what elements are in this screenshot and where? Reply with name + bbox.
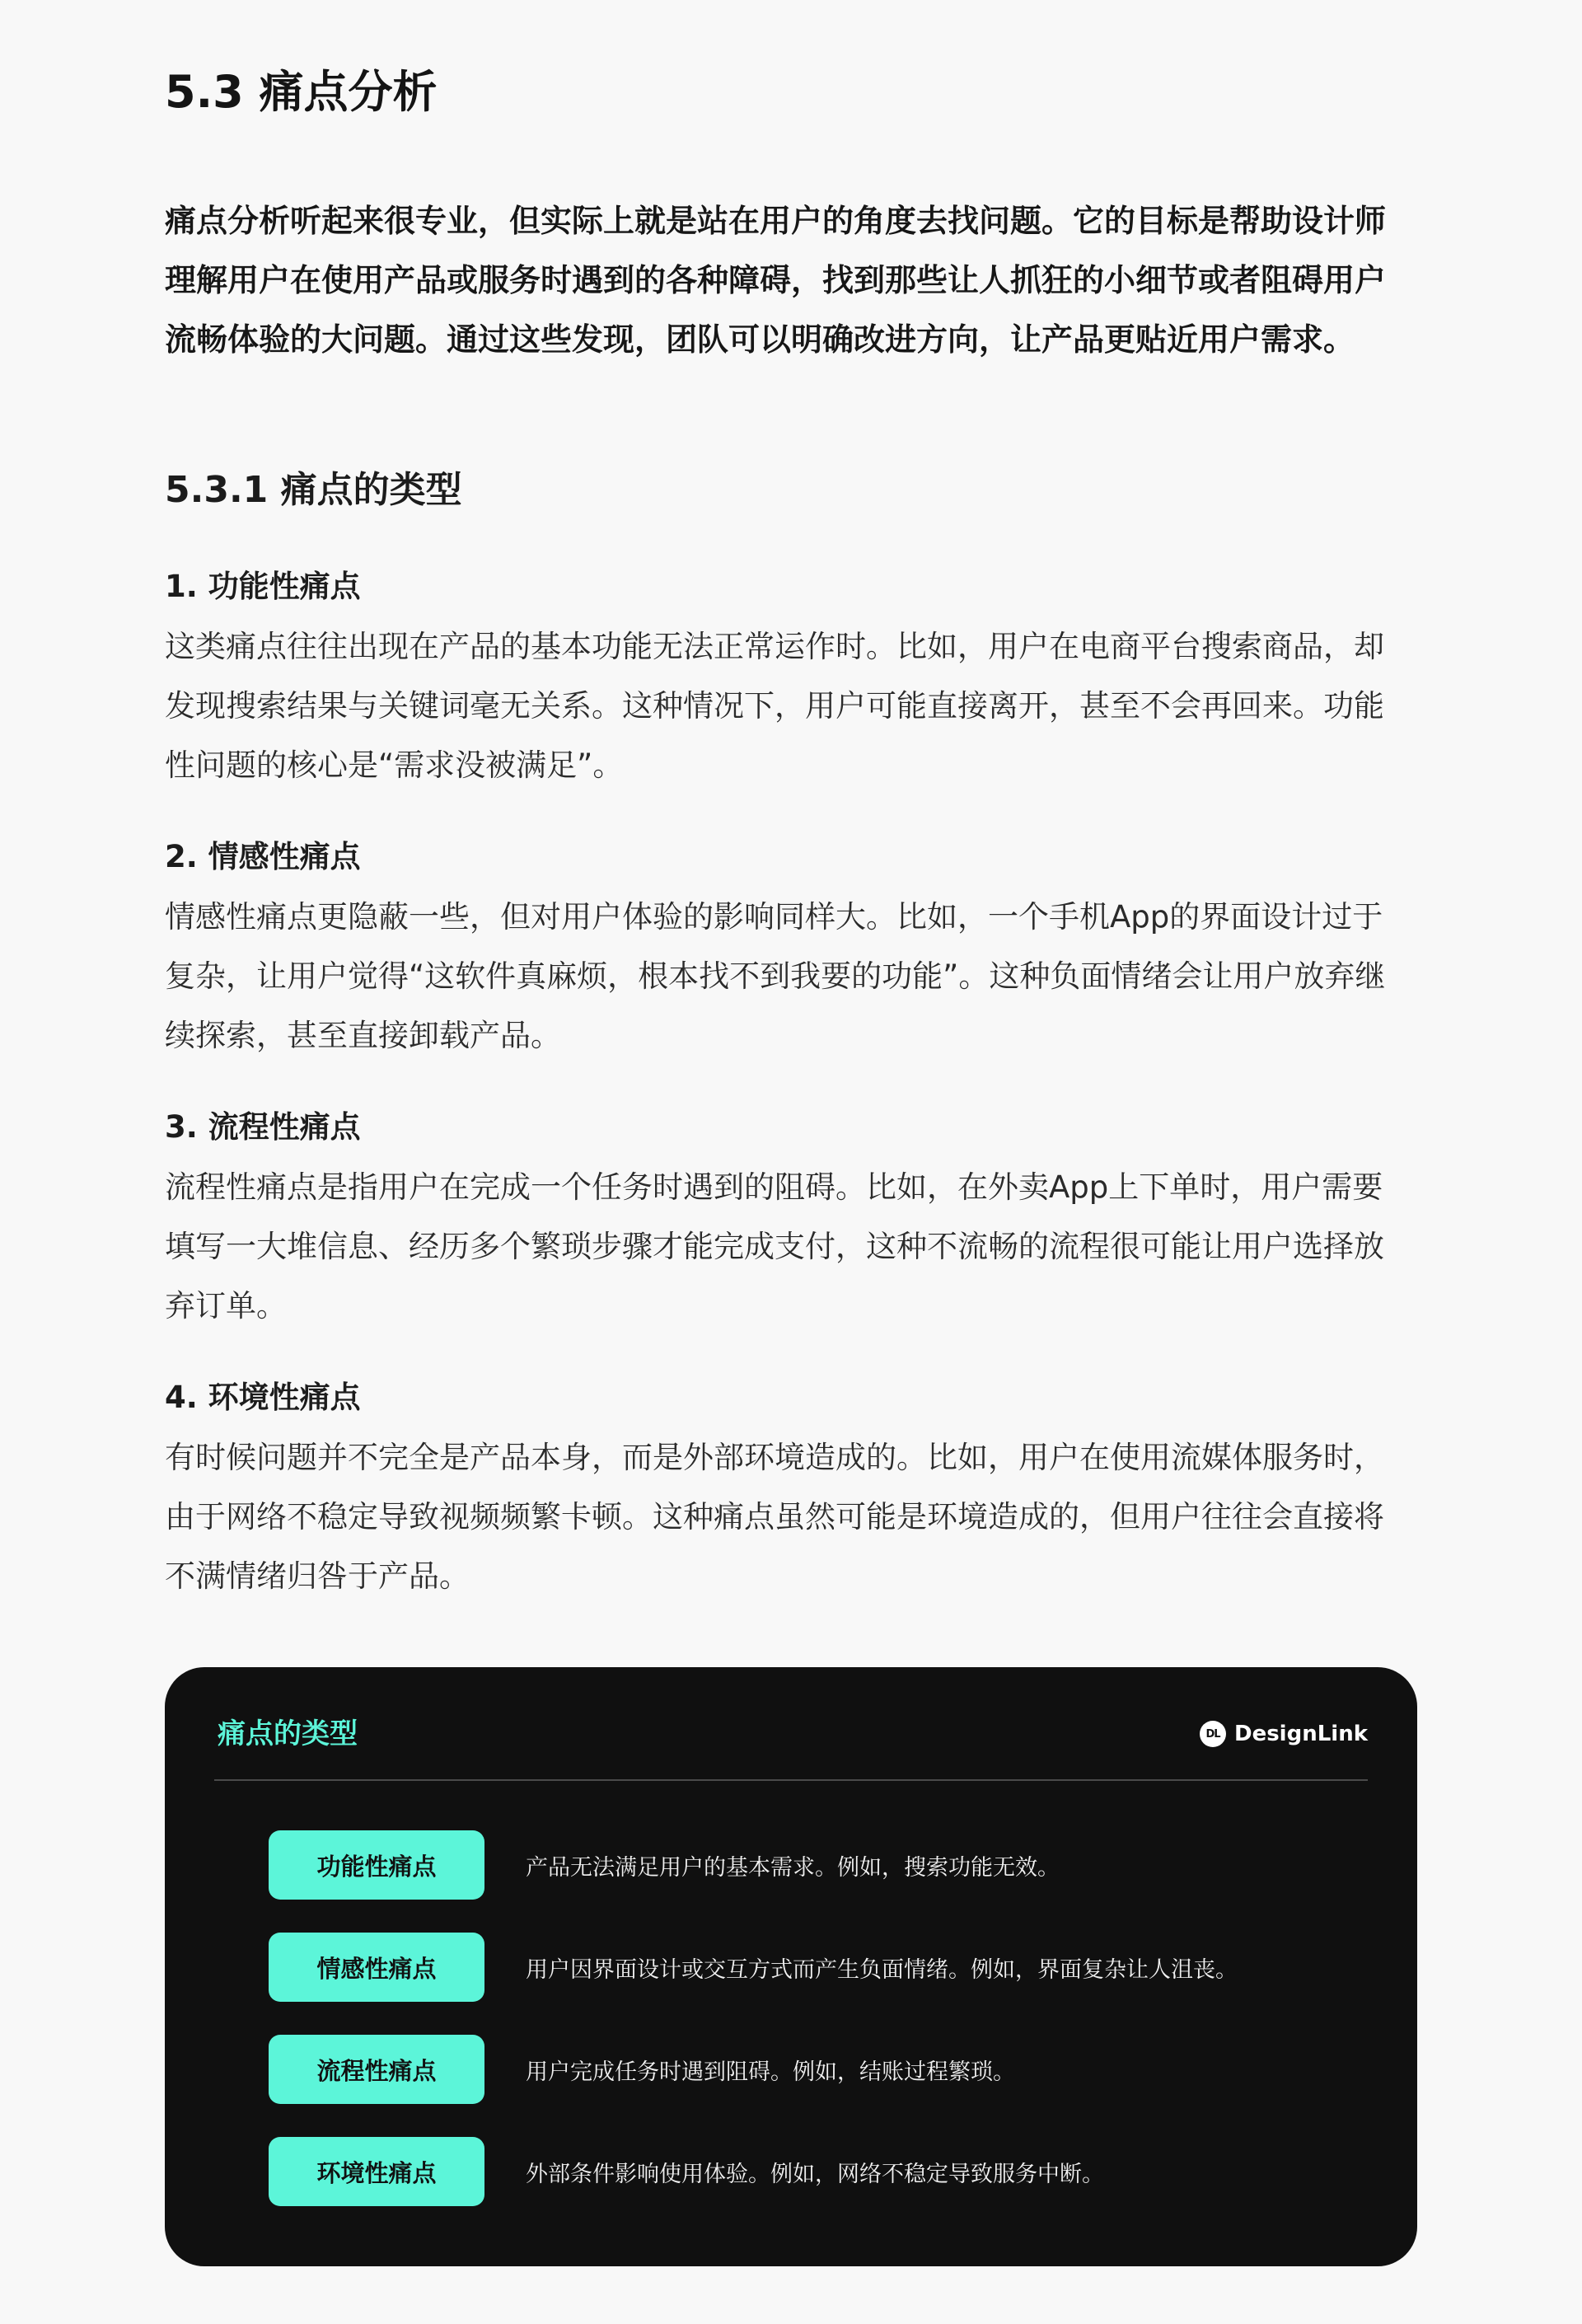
type-description: 外部条件影响使用体验。例如，网络不稳定导致服务中断。 [526, 2161, 1104, 2187]
pain-point-types-card [165, 1667, 1417, 2266]
type-heading: 4. 环境性痛点 [165, 1380, 361, 1415]
brand [1200, 1713, 1368, 1755]
card-row [269, 2035, 1015, 2104]
type-heading: 1. 功能性痛点 [165, 569, 361, 604]
type-body: 流程性痛点是指用户在完成一个任务时遇到的阻碍。比如，在外卖App上下单时，用户需要填写一大堆信息、经历多个繁琐步骤才能完成支付，这种不流畅的流程很可能让用户选择放弃订单。 [165, 1169, 1384, 1324]
card-row [269, 2137, 1104, 2206]
type-functional [165, 558, 1401, 795]
section-title: 5.3 痛点分析 [165, 66, 438, 118]
type-body: 有时候问题并不完全是产品本身，而是外部环境造成的。比如，用户在使用流媒体服务时，由于网络不稳定导致视频频繁卡顿。这种痛点虽然可能是环境造成的，但用户往往会直接将不满情绪归咎于产品。 [165, 1440, 1384, 1594]
card-divider [214, 1779, 1368, 1781]
card-row [269, 1933, 1238, 2002]
card-row [269, 1830, 1060, 1900]
type-body: 这类痛点往往出现在产品的基本功能无法正常运作时。比如，用户在电商平台搜索商品，却发现搜索结果与关键词毫无关系。这种情况下，用户可能直接离开，甚至不会再回来。功能性问题的核心是“需求没被满足”。 [165, 629, 1384, 783]
type-pill: 情感性痛点 [269, 1933, 484, 2002]
type-environmental [165, 1369, 1401, 1606]
type-pill: 功能性痛点 [269, 1830, 484, 1900]
type-heading: 3. 流程性痛点 [165, 1109, 361, 1145]
section-intro: 痛点分析听起来很专业，但实际上就是站在用户的角度去找问题。它的目标是帮助设计师理解用户在使用产品或服务时遇到的各种障碍，找到那些让人抓狂的小细节或者阻碍用户流畅体验的大问题。通过这些发现，团队可以明确改进方向，让产品更贴近用户需求。 [165, 203, 1387, 358]
type-description: 产品无法满足用户的基本需求。例如，搜索功能无效。 [526, 1854, 1060, 1881]
type-emotional [165, 828, 1401, 1066]
brand-logo-icon: DL [1200, 1721, 1226, 1747]
type-body: 情感性痛点更隐蔽一些，但对用户体验的影响同样大。比如，一个手机App的界面设计过于复杂，让用户觉得“这软件真麻烦，根本找不到我要的功能”。这种负面情绪会让用户放弃继续探索，甚至直接卸载产品。 [165, 899, 1386, 1053]
type-process [165, 1099, 1401, 1336]
type-description: 用户因界面设计或交互方式而产生负面情绪。例如，界面复杂让人沮丧。 [526, 1956, 1238, 1983]
type-heading: 2. 情感性痛点 [165, 839, 361, 874]
subsection-title: 5.3.1 痛点的类型 [165, 469, 462, 511]
brand-name: DesignLink [1233, 1722, 1368, 1746]
type-description: 用户完成任务时遇到阻碍。例如，结账过程繁琐。 [526, 2059, 1015, 2085]
type-pill: 环境性痛点 [269, 2137, 484, 2206]
type-pill: 流程性痛点 [269, 2035, 484, 2104]
card-title: 痛点的类型 [218, 1717, 358, 1750]
